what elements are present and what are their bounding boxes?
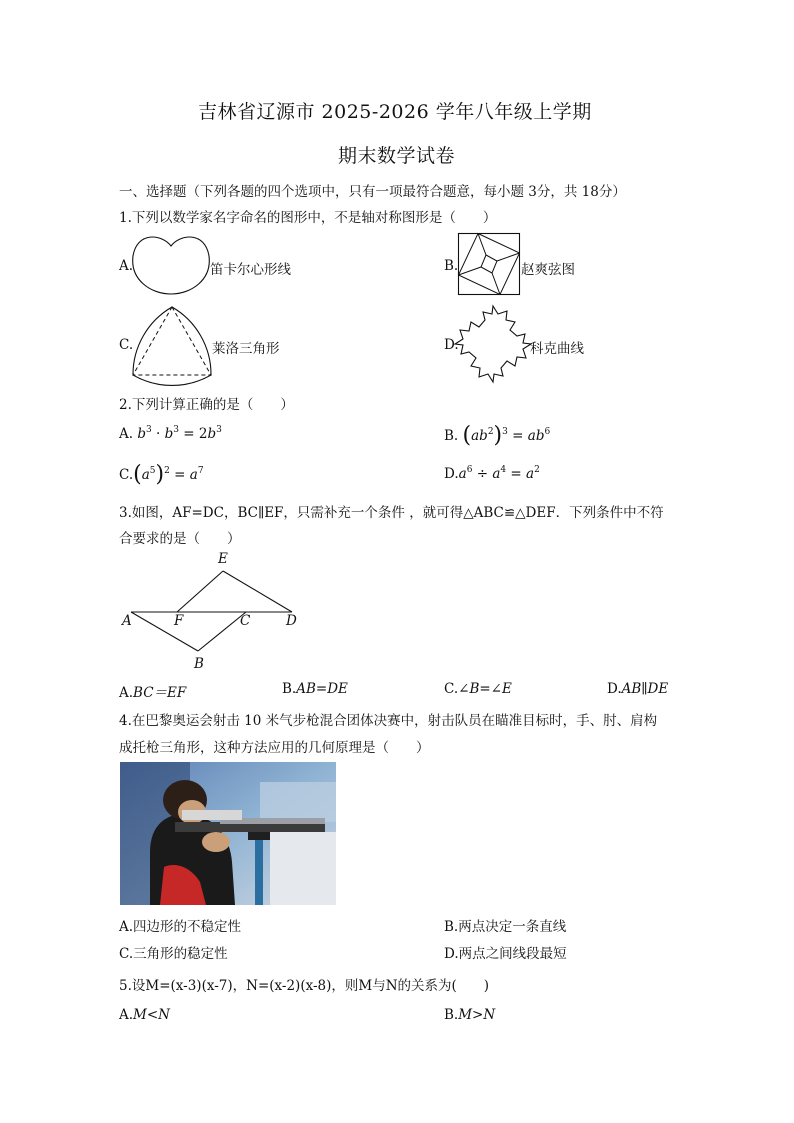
q1-option-a-label: 笛卡尔心形线 bbox=[210, 262, 291, 278]
q2-option-a: A. $b^3 \cdot b^3 = 2b^3$ bbox=[119, 425, 222, 442]
q1-option-c-letter: C. bbox=[119, 337, 134, 353]
q4-option-d: D.两点之间线段最短 bbox=[444, 946, 567, 962]
q1-option-d-letter: D. bbox=[444, 337, 459, 353]
q5-stem: 5.设M=(x-3)(x-7)，N=(x-2)(x-8)，则M与N的关系为( ) bbox=[119, 978, 490, 994]
q2-option-d: $D.a^6 \div a^4 = a^2$ bbox=[444, 465, 540, 482]
q4-option-b: B.两点决定一条直线 bbox=[444, 919, 567, 935]
q1-option-c-label: 莱洛三角形 bbox=[212, 341, 280, 357]
q2-option-c: $C.(a^5)^2 = a^7$ bbox=[119, 462, 204, 487]
q4-option-a: A.四边形的不稳定性 bbox=[119, 919, 242, 935]
zhao-shuang-diagram-icon bbox=[458, 233, 520, 295]
q3-option-c: C.∠B=∠E bbox=[444, 681, 512, 697]
page-title: 吉林省辽源市 2025-2026 学年八年级上学期 bbox=[198, 101, 592, 123]
label-b: B bbox=[194, 656, 204, 672]
q1-option-a-letter: A. bbox=[119, 258, 134, 274]
koch-snowflake-icon bbox=[455, 306, 531, 382]
q1-option-d-label: 科克曲线 bbox=[530, 341, 584, 357]
shooter-photo bbox=[120, 762, 336, 905]
q4-option-c: C.三角形的稳定性 bbox=[119, 946, 228, 962]
reuleaux-triangle-icon bbox=[131, 305, 213, 381]
q2-option-b: B. $(ab^2)^3 = ab^6$ bbox=[444, 423, 551, 448]
label-a: A bbox=[122, 613, 132, 629]
q3-option-b: B.AB=DE bbox=[282, 681, 348, 697]
cardioid-icon bbox=[131, 232, 211, 296]
page-subtitle: 期末数学试卷 bbox=[338, 145, 456, 167]
q4-stem-line1: 4.在巴黎奥运会射击 10 米气步枪混合团体决赛中，射击队员在瞄准目标时，手、肘、肩构 bbox=[119, 713, 658, 729]
label-f: F bbox=[174, 613, 184, 629]
section-heading: 一、选择题（下列各题的四个选项中，只有一项最符合题意，每小题 3分，共 18分） bbox=[119, 184, 626, 200]
q4-stem-line2: 成托枪三角形，这种方法应用的几何原理是（ ） bbox=[119, 740, 430, 756]
q1-stem: 1.下列以数学家名字命名的图形中，不是轴对称图形是（ ） bbox=[119, 210, 497, 226]
label-c: C bbox=[240, 613, 251, 629]
q5-option-a: A.M<N bbox=[119, 1007, 170, 1023]
q1-option-b-label: 赵爽弦图 bbox=[521, 262, 575, 278]
label-d: D bbox=[286, 613, 297, 629]
q3-option-a: A.BC＝EF bbox=[119, 685, 187, 701]
label-e: E bbox=[218, 551, 228, 567]
q3-option-d: D.AB∥DE bbox=[607, 681, 669, 697]
q3-stem-line2: 合要求的是（ ） bbox=[119, 531, 241, 547]
q2-stem: 2.下列计算正确的是（ ） bbox=[119, 397, 294, 413]
q3-stem-line1: 3.如图，AF=DC，BC∥EF，只需补充一个条件 ，就可得△ABC≌△DEF．下列条件中不符 bbox=[119, 505, 664, 521]
q1-option-b-letter: B. bbox=[444, 258, 459, 274]
q5-option-b: B.M>N bbox=[444, 1007, 496, 1023]
